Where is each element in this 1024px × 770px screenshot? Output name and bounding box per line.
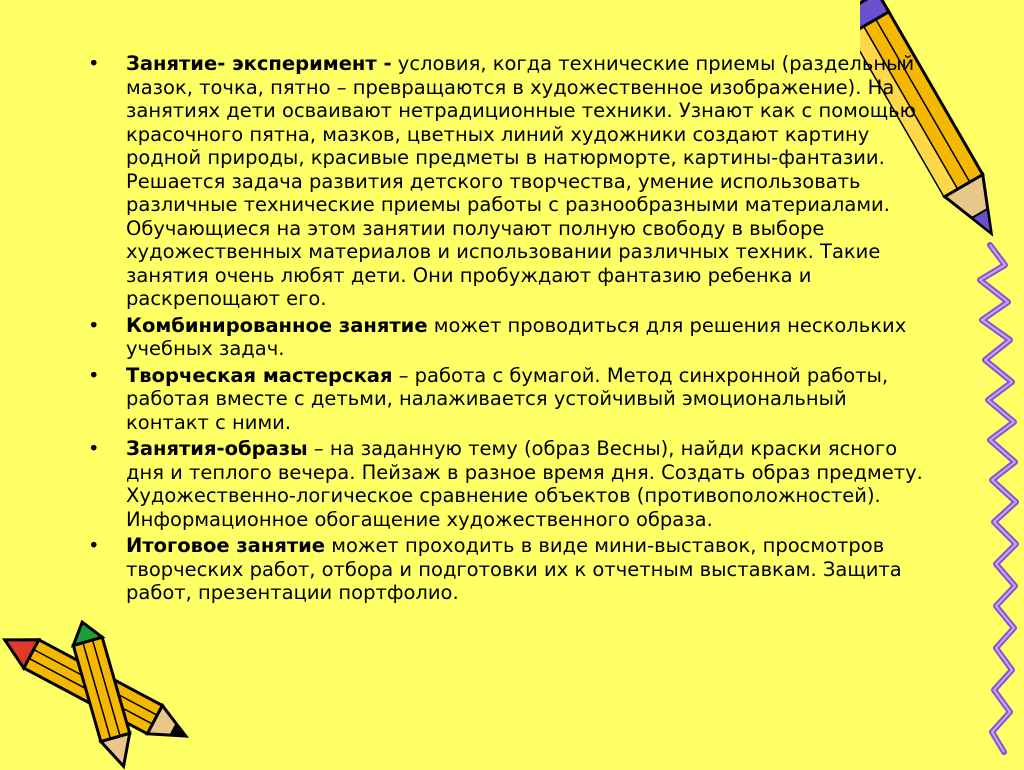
bullet-marker: • — [88, 534, 100, 557]
list-item — [88, 534, 928, 605]
list-item — [88, 364, 928, 435]
bullet-marker: • — [88, 313, 100, 337]
bullet-marker: • — [88, 437, 100, 460]
squiggle-line-icon — [960, 240, 1020, 760]
list-item — [88, 314, 928, 361]
bullet-term: Занятие- эксперимент - — [126, 52, 392, 75]
bullet-marker: • — [88, 52, 100, 75]
bullet-term: Творческая мастерская — [126, 363, 393, 387]
pencils-bottom-left-icon — [0, 620, 200, 770]
bullet-text: может проходить в виде мини-выставок, просмотров творческих работ, отбора и подготовки их к отчетным выставкам. Защита работ, презентации портфолио. — [126, 534, 902, 604]
bullet-marker: • — [88, 363, 100, 387]
bullet-text: условия, когда технические приемы (раздельный мазок, точка, пятно – превращаются в художественное изображение). На занятиях дети осваивают нетрадиционные техники. Узнают как с помощью красочного пятна, мазков, цветных линий художники создают картину родной природы, красивые предметы в натюрморте, картины-фантазии. Решается задача развития детского творчества, умение использовать различные технические приемы работы с разнообразными материалами. Обучающиеся на этом занятии получают полную свободу в выборе художественных материалов и использовании различных техник. Такие занятия очень любят дети. Они пробуждают фантазию ребенка и раскрепощают его. — [126, 52, 917, 310]
list-item — [88, 437, 928, 531]
bullet-text: – на заданную тему (образ Весны), найди краски ясного дня и теплого вечера. Пейзаж в разное время дня. Создать образ предмету. Художественно-логическое сравнение объектов (противоположностей). Информационное обогащение художественного образа. — [126, 437, 923, 531]
slide-content — [88, 52, 928, 608]
bullet-text: может проводиться для решения нескольких учебных задач. — [126, 313, 907, 360]
bullet-term: Занятия-образы — [126, 437, 308, 460]
list-item — [88, 52, 928, 311]
bullet-text: – работа с бумагой. Метод синхронной работы, работая вместе с детьми, налаживается устойчивый эмоциональный контакт с ними. — [126, 363, 889, 434]
bullet-list — [88, 52, 928, 605]
bullet-term: Итоговое занятие — [126, 534, 326, 557]
bullet-term: Комбинированное занятие — [126, 313, 428, 337]
